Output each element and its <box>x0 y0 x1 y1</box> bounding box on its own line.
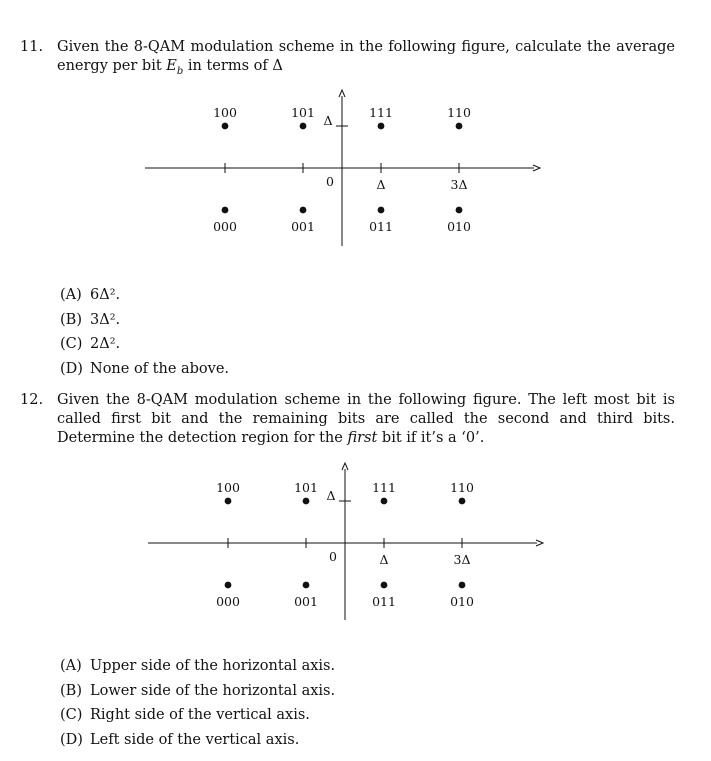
option-text: Right side of the vertical axis. <box>90 707 310 723</box>
delta-label: Δ <box>376 177 386 192</box>
bit-label: 100 <box>216 480 240 495</box>
constellation-point <box>303 582 310 589</box>
bit-label: 001 <box>291 219 315 234</box>
question-number: 12. <box>20 392 44 408</box>
option-label: (B) <box>60 682 82 699</box>
option-c[interactable] <box>60 703 335 728</box>
bit-label: 111 <box>369 105 393 120</box>
constellation-point <box>225 498 232 505</box>
bit-label: 110 <box>450 480 474 495</box>
bit-label: 111 <box>372 480 396 495</box>
option-text: 6Δ². <box>90 287 121 303</box>
constellation-point <box>381 582 388 589</box>
option-a[interactable] <box>60 654 335 679</box>
question-text-end: in terms of Δ <box>183 58 283 74</box>
bit-label: 101 <box>291 105 315 120</box>
constellation-point <box>459 582 466 589</box>
constellation-point <box>303 498 310 505</box>
bit-label: 100 <box>213 105 237 120</box>
option-d[interactable] <box>60 728 335 753</box>
origin-label: 0 <box>329 549 337 564</box>
emphasis-first: first <box>347 430 378 446</box>
option-text: Upper side of the horizontal axis. <box>90 658 336 674</box>
delta-label: Δ <box>379 552 389 567</box>
constellation-point <box>459 498 466 505</box>
option-text: 2Δ². <box>90 336 121 352</box>
delta-label-vertical: Δ <box>326 488 336 503</box>
option-text: None of the above. <box>90 360 230 377</box>
bit-label: 011 <box>369 219 393 234</box>
option-text: 3Δ². <box>90 311 121 328</box>
bit-label: 101 <box>294 480 318 495</box>
question-text-end: bit if it’s a ‘0’. <box>377 430 485 446</box>
delta-label-vertical: Δ <box>323 113 333 128</box>
bit-label: 011 <box>372 594 396 609</box>
option-label: (A) <box>60 658 82 674</box>
vertical-axis-arrow <box>342 463 348 470</box>
eb-symbol: E <box>166 58 177 74</box>
question-number: 11. <box>20 39 44 55</box>
option-text: Lower side of the horizontal axis. <box>90 682 336 699</box>
horizontal-axis-arrow <box>536 540 543 546</box>
three-delta-label: 3Δ <box>450 177 468 192</box>
three-delta-label: 3Δ <box>453 552 471 567</box>
bit-label: 000 <box>216 594 240 609</box>
bit-label: 001 <box>294 594 318 609</box>
bit-label: 010 <box>447 219 471 234</box>
bit-label: 010 <box>450 594 474 609</box>
option-label: (C) <box>60 336 83 352</box>
option-label: (B) <box>60 311 82 328</box>
eb-subscript: b <box>176 65 184 77</box>
origin-label: 0 <box>326 174 334 189</box>
option-label: (D) <box>60 360 83 377</box>
option-text: Left side of the vertical axis. <box>90 731 300 748</box>
option-label: (A) <box>60 287 82 303</box>
bit-label: 000 <box>213 219 237 234</box>
question-text: Given the 8-QAM modulation scheme in the following figure, calculate the average energy per bit <box>57 39 675 74</box>
bit-label: 110 <box>447 105 471 120</box>
question-text: Given the 8-QAM modulation scheme in the following figure. The left most bit is called first bit and the remaining bits are called the second and third bits. Determine the detection region for the <box>57 392 675 446</box>
constellation-point <box>225 582 232 589</box>
option-b[interactable] <box>60 679 335 704</box>
constellation-point <box>381 498 388 505</box>
option-label: (D) <box>60 731 83 748</box>
option-label: (C) <box>60 707 83 723</box>
question-12-options <box>60 654 335 752</box>
